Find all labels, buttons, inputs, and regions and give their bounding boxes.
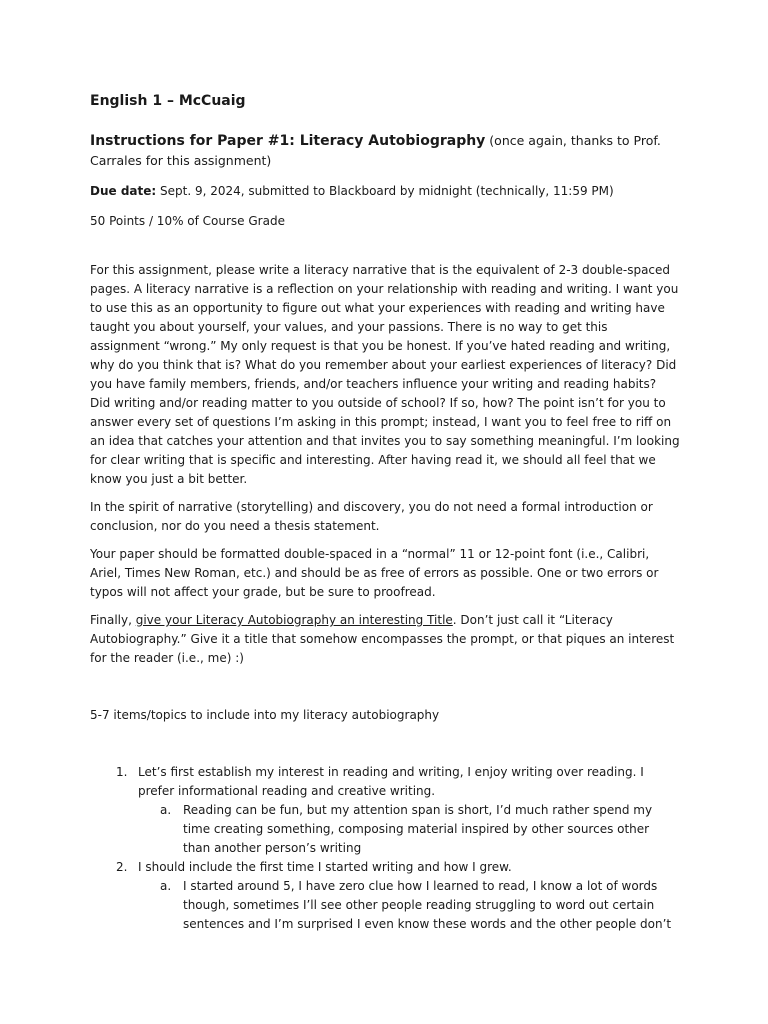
instructions-heading-line [90, 131, 680, 170]
due-date-label: Due date: [90, 184, 157, 198]
sub-list [138, 877, 680, 934]
formatting-paragraph: Your paper should be formatted double-spaced in a “normal” 11 or 12-point font (i.e., Calibri, Ariel, Times New Roman, etc.) and should be as free of errors as possible. One or two errors or typos will not affect your grade, but be sure to proofread. [90, 547, 659, 599]
narrative-paragraph: In the spirit of narrative (storytelling) and discovery, you do not need a formal introduction or conclusion, nor do you need a thesis statement. [90, 500, 653, 533]
sub-list [138, 801, 680, 858]
list-item [90, 763, 680, 858]
assignment-paragraph: For this assignment, please write a literacy narrative that is the equivalent of 2-3 double-spaced pages. A literacy narrative is a reflection on your relationship with reading and writing. I want you to use this as an opportunity to figure out what your experiences with reading and writing have taught you about yourself, your values, and your passions. There is no way to get this assignment “wrong.” My only request is that you be honest. If you’ve hated reading and writing, why do you think that is? What do you remember about your earliest experiences of literacy? Did you have family members, friends, and/or teachers influence your writing and reading habits? Did writing and/or reading matter to you outside of school? If so, how? The point isn’t for you to answer every set of questions I’m asking in this prompt; instead, I want you to feel free to riff on an idea that catches your attention and that invites you to say something meaningful. I’m looking for clear writing that is specific and interesting. After having read it, we should all feel that we know you just a bit better. [90, 263, 680, 486]
title-paragraph-prefix: Finally, [90, 613, 136, 627]
points-line: 50 Points / 10% of Course Grade [90, 214, 285, 228]
list-item-text: Let’s first establish my interest in reading and writing, I enjoy writing over reading. I prefer informational reading and creative writing. [138, 765, 644, 798]
title-paragraph-underlined: give your Literacy Autobiography an interesting Title [135, 613, 453, 627]
title-paragraph-suffix: . Don’t just call it “Literacy Autobiography.” Give it a title that somehow encompasses the prompt, or that piques an interest for the reader (i.e., me) :) [90, 613, 675, 665]
instructions-note: (once again, thanks to Prof. Carrales for this assignment) [90, 133, 661, 168]
instructions-heading: Instructions for Paper #1: Literacy Autobiography [90, 133, 486, 149]
list-item-number: 1. [116, 765, 128, 779]
topics-list [90, 763, 680, 934]
due-date-value: Sept. 9, 2024, submitted to Blackboard by midnight (technically, 11:59 PM) [160, 184, 614, 198]
sub-list-item-letter: a. [160, 803, 172, 817]
list-item-text: I should include the first time I started writing and how I grew. [138, 860, 512, 874]
sub-list-item-letter: a. [160, 879, 172, 893]
topics-heading: 5-7 items/topics to include into my literacy autobiography [90, 708, 440, 722]
sub-list-item-text: Reading can be fun, but my attention span is short, I’d much rather spend my time creating something, composing material inspired by other sources other than another person’s writing [183, 803, 653, 855]
title-paragraph [90, 611, 680, 668]
sub-list-item-text: I started around 5, I have zero clue how I learned to read, I know a lot of words though, sometimes I’ll see other people reading struggling to word out certain sentences and I’m surprised I even know these words and the other people don’t [183, 879, 672, 931]
due-date-line [90, 182, 680, 201]
sub-list-item [138, 877, 680, 934]
document-title: English 1 – McCuaig [90, 93, 246, 109]
list-item-number: 2. [116, 860, 128, 874]
list-item [90, 858, 680, 934]
sub-list-item [138, 801, 680, 858]
